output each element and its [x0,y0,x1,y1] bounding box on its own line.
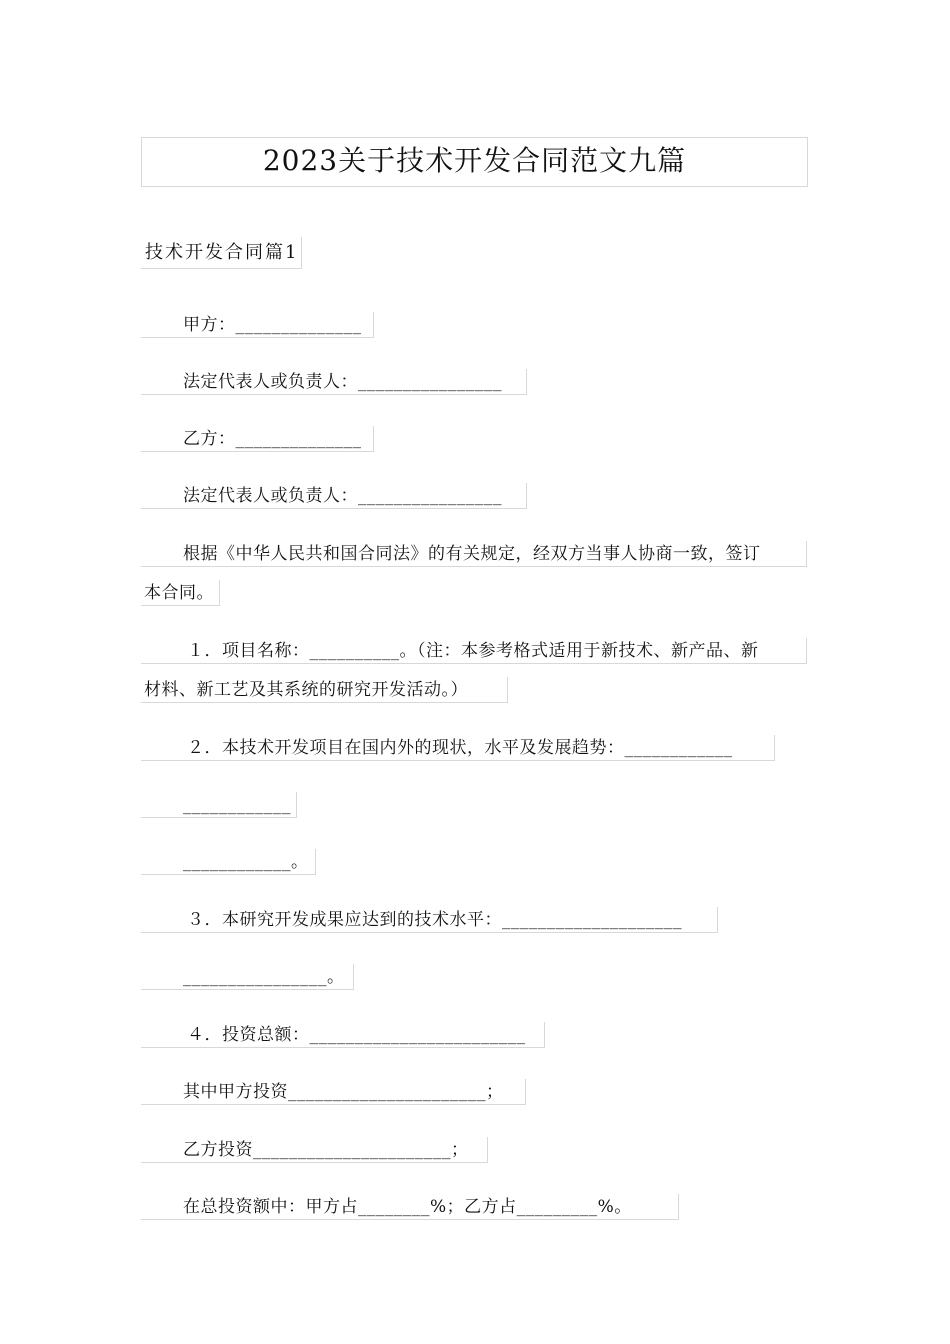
party-a-line: 甲方：______________ [141,312,374,338]
clause-2-line-2: ____________ [141,792,297,818]
clause-2-line-3: ____________。 [141,849,316,875]
section-heading: 技术开发合同篇1 [141,237,302,269]
clause-2-line-1: ２．本技术开发项目在国内外的现状，水平及发展趋势：____________ [141,735,775,761]
investment-ratio-line: 在总投资额中：甲方占________%；乙方占_________%。 [141,1194,679,1220]
intro-paragraph-line-2: 本合同。 [141,580,220,606]
party-a-representative-line: 法定代表人或负责人：________________ [141,369,527,395]
party-b-representative-line: 法定代表人或负责人：________________ [141,483,527,509]
party-b-investment-line: 乙方投资______________________； [141,1137,488,1163]
clause-1-line-2: 材料、新工艺及其系统的研究开发活动。） [141,677,508,703]
clause-3-line-1: ３．本研究开发成果应达到的技术水平：____________________ [141,907,718,933]
party-b-line: 乙方：______________ [141,426,374,452]
party-a-investment-line: 其中甲方投资______________________； [141,1079,526,1105]
clause-3-line-2: ________________。 [141,964,354,990]
clause-1-line-1: １．项目名称：__________。（注：本参考格式适用于新技术、新产品、新 [141,638,807,664]
intro-paragraph-line-1: 根据《中华人民共和国合同法》的有关规定，经双方当事人协商一致，签订 [141,541,807,567]
document-title: 2023关于技术开发合同范文九篇 [141,137,808,187]
clause-4-total-investment: ４．投资总额：________________________ [141,1022,545,1048]
